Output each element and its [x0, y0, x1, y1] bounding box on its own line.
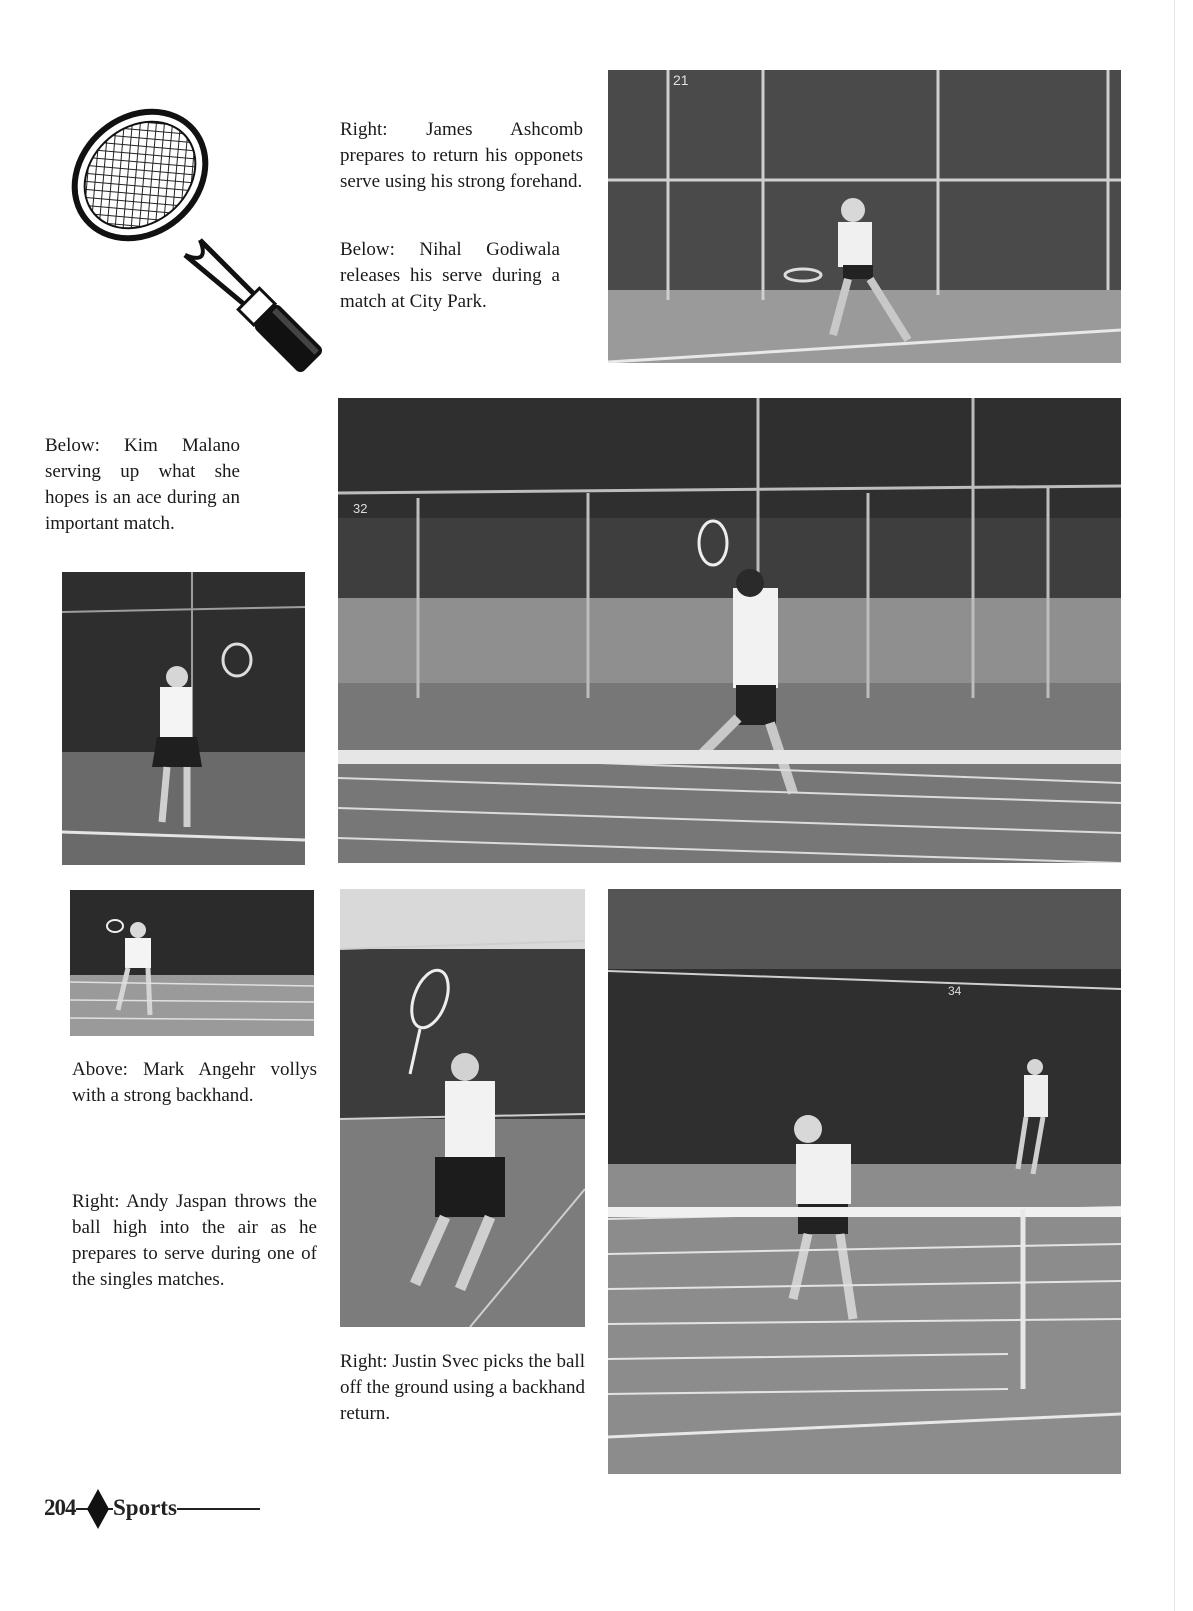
caption-angehr: Above: Mark Angehr vollys with a strong backhand.	[72, 1059, 317, 1106]
court-number-label: 32	[353, 501, 368, 516]
caption-jaspan: Right: Andy Jaspan throws the ball high into the air as he prepares to serve during one of the singles matches.	[72, 1191, 317, 1290]
diamond-icon	[87, 1489, 109, 1529]
caption-ashcomb: Right: James Ashcomb prepares to return his opponets serve using his strong forehand.	[340, 119, 583, 192]
photo-ashcomb	[608, 70, 1121, 363]
court-number-label: 34	[948, 984, 962, 998]
caption-svec: Right: Justin Svec picks the ball off the ground using a backhand return.	[340, 1351, 586, 1424]
caption-godiwala: Below: Nihal Godiwala releases his serve during a match at City Park.	[340, 239, 560, 312]
photo-angehr	[70, 890, 314, 1036]
photo-svec	[608, 889, 1121, 1474]
photo-malano	[62, 572, 305, 865]
tennis-racket-icon	[50, 100, 330, 380]
page-folio	[40, 1485, 260, 1535]
page-number: 204	[44, 1495, 76, 1520]
court-number-label: 21	[673, 72, 689, 88]
photo-godiwala	[338, 398, 1121, 863]
photo-jaspan	[340, 889, 585, 1327]
caption-malano: Below: Kim Malano serving up what she hopes is an ace during an important match.	[45, 435, 240, 534]
page-edge	[1174, 0, 1175, 1611]
section-label: Sports	[113, 1495, 177, 1520]
